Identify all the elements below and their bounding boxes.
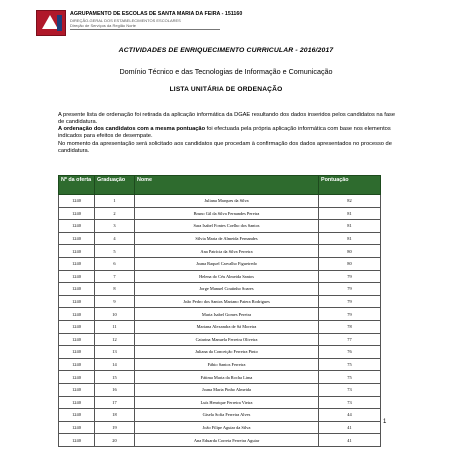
name-cell: Catarina Manuela Ferreira Oliveira: [135, 333, 319, 346]
table-header-row: [59, 176, 381, 195]
score-cell: 75: [319, 371, 381, 384]
table-row: [59, 371, 381, 384]
score-cell: 82: [319, 195, 381, 208]
school-logo-icon: [36, 10, 66, 36]
offer-number-cell: 1240: [59, 232, 95, 245]
offer-number-cell: 1240: [59, 220, 95, 233]
name-cell: Sílvia Maria de Almeida Fernandes: [135, 232, 319, 245]
ranking-table: [58, 175, 381, 447]
score-cell: 75: [319, 358, 381, 371]
graduation-cell: 20: [95, 434, 135, 447]
table-row: [59, 308, 381, 321]
graduation-cell: 11: [95, 320, 135, 333]
table-row: [59, 270, 381, 283]
table-row: [59, 257, 381, 270]
domain-title: Domínio Técnico e das Tecnologias de Informação e Comunicação: [119, 67, 333, 76]
graduation-cell: 4: [95, 232, 135, 245]
name-cell: Gisela Sofia Ferreira Alves: [135, 409, 319, 422]
offer-number-cell: 1240: [59, 434, 95, 447]
header-offer-number: Nº da oferta: [59, 176, 95, 195]
graduation-cell: 13: [95, 346, 135, 359]
graduation-cell: 2: [95, 207, 135, 220]
name-cell: Fábio Santos Ferreira: [135, 358, 319, 371]
graduation-cell: 9: [95, 295, 135, 308]
graduation-cell: 14: [95, 358, 135, 371]
graduation-cell: 18: [95, 409, 135, 422]
offer-number-cell: 1240: [59, 396, 95, 409]
graduation-cell: 5: [95, 245, 135, 258]
tiebreak-text: foi efectuada pela própria aplicação informática com base nos elementos indicados para efeitos de desempate.: [58, 126, 391, 139]
graduation-cell: 6: [95, 257, 135, 270]
table-row: [59, 320, 381, 333]
name-cell: Bruno Gil da Silva Fernandes Pereira: [135, 207, 319, 220]
offer-number-cell: 1240: [59, 320, 95, 333]
name-cell: Ana Eduarda Correia Ferreira Aguiar: [135, 434, 319, 447]
school-subtitle-2: Direção de Serviços da Região Norte: [70, 23, 137, 28]
name-cell: Jorge Manuel Coutinho Soares: [135, 283, 319, 296]
graduation-cell: 19: [95, 421, 135, 434]
score-cell: 79: [319, 283, 381, 296]
score-cell: 79: [319, 270, 381, 283]
offer-number-cell: 1240: [59, 283, 95, 296]
score-cell: 73: [319, 396, 381, 409]
score-cell: 80: [319, 257, 381, 270]
table-row: [59, 383, 381, 396]
table-row: [59, 207, 381, 220]
offer-number-cell: 1240: [59, 295, 95, 308]
header-graduation: Graduação: [95, 176, 135, 195]
header-divider: [70, 29, 220, 30]
score-cell: 41: [319, 434, 381, 447]
offer-number-cell: 1240: [59, 257, 95, 270]
table-row: [59, 295, 381, 308]
table-row: [59, 409, 381, 422]
score-cell: 81: [319, 207, 381, 220]
table-row: [59, 396, 381, 409]
score-cell: 77: [319, 333, 381, 346]
offer-number-cell: 1240: [59, 195, 95, 208]
offer-number-cell: 1240: [59, 270, 95, 283]
score-cell: 76: [319, 346, 381, 359]
graduation-cell: 8: [95, 283, 135, 296]
name-cell: Fátima Maria da Rocha Lima: [135, 371, 319, 384]
offer-number-cell: 1240: [59, 421, 95, 434]
graduation-cell: 12: [95, 333, 135, 346]
score-cell: 44: [319, 409, 381, 422]
header-score: Pontuação: [319, 176, 381, 195]
table-row: [59, 245, 381, 258]
name-cell: Joana Raquel Carvalho Figueiredo: [135, 257, 319, 270]
page-number: 1: [383, 419, 387, 425]
offer-number-cell: 1240: [59, 371, 95, 384]
table-row: [59, 220, 381, 233]
table-row: [59, 333, 381, 346]
table-row: [59, 283, 381, 296]
graduation-cell: 7: [95, 270, 135, 283]
graduation-cell: 1: [95, 195, 135, 208]
graduation-cell: 16: [95, 383, 135, 396]
name-cell: Juliana da Conceição Ferreira Pinto: [135, 346, 319, 359]
name-cell: Ana Patrícia da Silva Ferreira: [135, 245, 319, 258]
name-cell: Juliana Marques da Silva: [135, 195, 319, 208]
score-cell: 79: [319, 295, 381, 308]
offer-number-cell: 1240: [59, 207, 95, 220]
score-cell: 73: [319, 383, 381, 396]
offer-number-cell: 1240: [59, 346, 95, 359]
graduation-cell: 17: [95, 396, 135, 409]
score-cell: 79: [319, 308, 381, 321]
school-name: AGRUPAMENTO DE ESCOLAS DE SANTA MARIA DA FEIRA - 151160: [70, 11, 243, 17]
offer-number-cell: 1240: [59, 245, 95, 258]
list-title: LISTA UNITÁRIA DE ORDENAÇÃO: [169, 86, 283, 93]
name-cell: Joana Maria Pinho Almeida: [135, 383, 319, 396]
offer-number-cell: 1240: [59, 358, 95, 371]
name-cell: João Pedro dos Santos Mariano Paiera Rodrigues: [135, 295, 319, 308]
offer-number-cell: 1240: [59, 333, 95, 346]
graduation-cell: 10: [95, 308, 135, 321]
school-subtitle: DIREÇÃO-GERAL DOS ESTABELECIMENTOS ESCOLARES: [70, 18, 181, 23]
offer-number-cell: 1240: [59, 308, 95, 321]
name-cell: Luís Henrique Ferreira Vieira: [135, 396, 319, 409]
score-cell: 78: [319, 320, 381, 333]
score-cell: 81: [319, 220, 381, 233]
main-title: ACTIVIDADES DE ENRIQUECIMENTO CURRICULAR - 2016/2017: [118, 47, 334, 54]
document-header: [36, 8, 426, 42]
name-cell: Sara Isabel Fontes Coelho dos Santos: [135, 220, 319, 233]
name-cell: Maria Isabel Gomes Pereira: [135, 308, 319, 321]
tiebreak-bold-text: A ordenação dos candidatos com a mesma pontuação: [58, 126, 206, 132]
table-row: [59, 195, 381, 208]
table-row: [59, 434, 381, 447]
table-row: [59, 346, 381, 359]
name-cell: João Filipe Aguiar da Silva: [135, 421, 319, 434]
graduation-cell: 15: [95, 371, 135, 384]
table-row: [59, 421, 381, 434]
name-cell: Helena do Céu Almeida Santos: [135, 270, 319, 283]
table-row: [59, 358, 381, 371]
intro-paragraph: A presente lista de ordenação foi retirada da aplicação informática da DGAE resultando dos dados inseridos pelos candidatos na fase de candidatura.: [58, 112, 396, 125]
table-row: [59, 232, 381, 245]
tiebreak-paragraph: [58, 126, 398, 140]
offer-number-cell: 1240: [59, 409, 95, 422]
header-name: Nome: [135, 176, 319, 195]
score-cell: 80: [319, 245, 381, 258]
name-cell: Mariana Alexandra de Sá Moreira: [135, 320, 319, 333]
offer-number-cell: 1240: [59, 383, 95, 396]
confirmation-paragraph: No momento da apresentação será solicitado aos candidatos que procedam à confirmação dos dados apresentados no processo de candidatura.: [58, 141, 392, 154]
score-cell: 41: [319, 421, 381, 434]
score-cell: 81: [319, 232, 381, 245]
graduation-cell: 3: [95, 220, 135, 233]
